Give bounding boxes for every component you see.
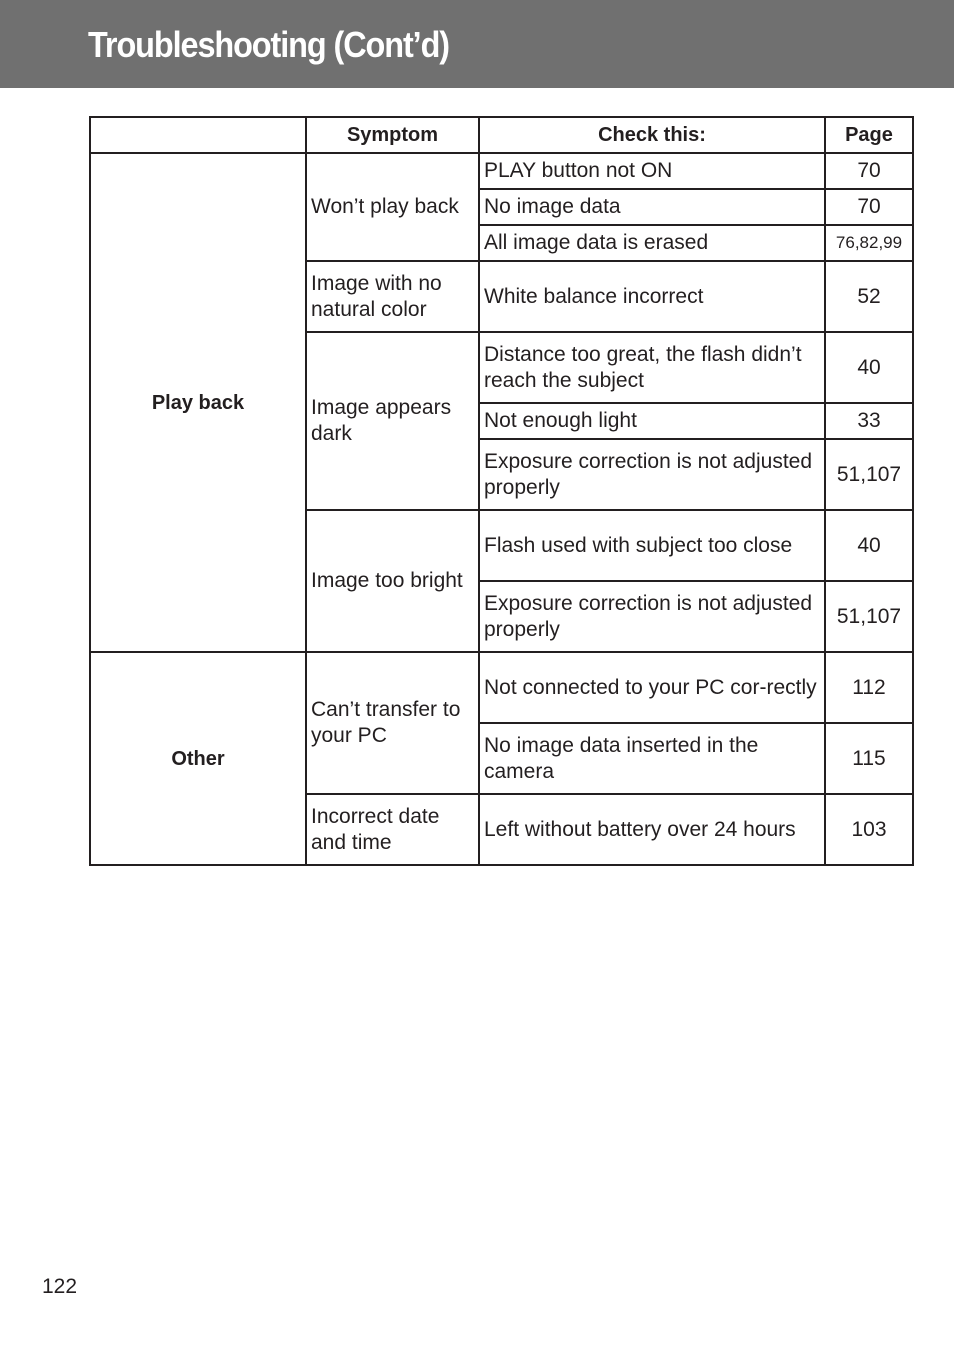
page-cell: 70 [825,153,913,189]
page-cell: 70 [825,189,913,225]
troubleshooting-table [89,116,914,866]
page-cell: 112 [825,652,913,723]
check-cell: PLAY button not ON [479,153,825,189]
table-header-row [90,117,913,153]
check-cell: Flash used with subject too close [479,510,825,581]
page-cell: 103 [825,794,913,865]
check-cell: Distance too great, the flash didn’t reach the subject [479,332,825,403]
check-cell: No image data inserted in the camera [479,723,825,794]
check-cell: All image data is erased [479,225,825,261]
page-cell: 115 [825,723,913,794]
check-cell: Not enough light [479,403,825,439]
table-row [90,153,913,189]
header-check: Check this: [479,117,825,153]
symptom-image-dark: Image appears dark [306,332,479,510]
check-cell: Exposure correction is not adjusted properly [479,581,825,652]
check-cell: White balance incorrect [479,261,825,332]
symptom-incorrect-date: Incorrect date and time [306,794,479,865]
page-cell: 76,82,99 [825,225,913,261]
page-number: 122 [42,1275,78,1298]
check-cell: Exposure correction is not adjusted properly [479,439,825,510]
check-cell: No image data [479,189,825,225]
header-page: Page [825,117,913,153]
header-category [90,117,306,153]
check-cell: Left without battery over 24 hours [479,794,825,865]
page-cell: 51,107 [825,581,913,652]
check-cell: Not connected to your PC cor-rectly [479,652,825,723]
symptom-image-bright: Image too bright [306,510,479,652]
header-symptom: Symptom [306,117,479,153]
table-row [90,652,913,723]
page-cell: 51,107 [825,439,913,510]
symptom-cant-transfer: Can’t transfer to your PC [306,652,479,794]
page-cell: 52 [825,261,913,332]
symptom-wont-play-back: Won’t play back [306,153,479,261]
page-cell: 33 [825,403,913,439]
page-cell: 40 [825,332,913,403]
category-play-back: Play back [90,153,306,652]
page-cell: 40 [825,510,913,581]
page-header [0,0,954,88]
category-other: Other [90,652,306,865]
page-title: Troubleshooting (Cont’d) [88,24,449,65]
symptom-no-natural-color: Image with no natural color [306,261,479,332]
